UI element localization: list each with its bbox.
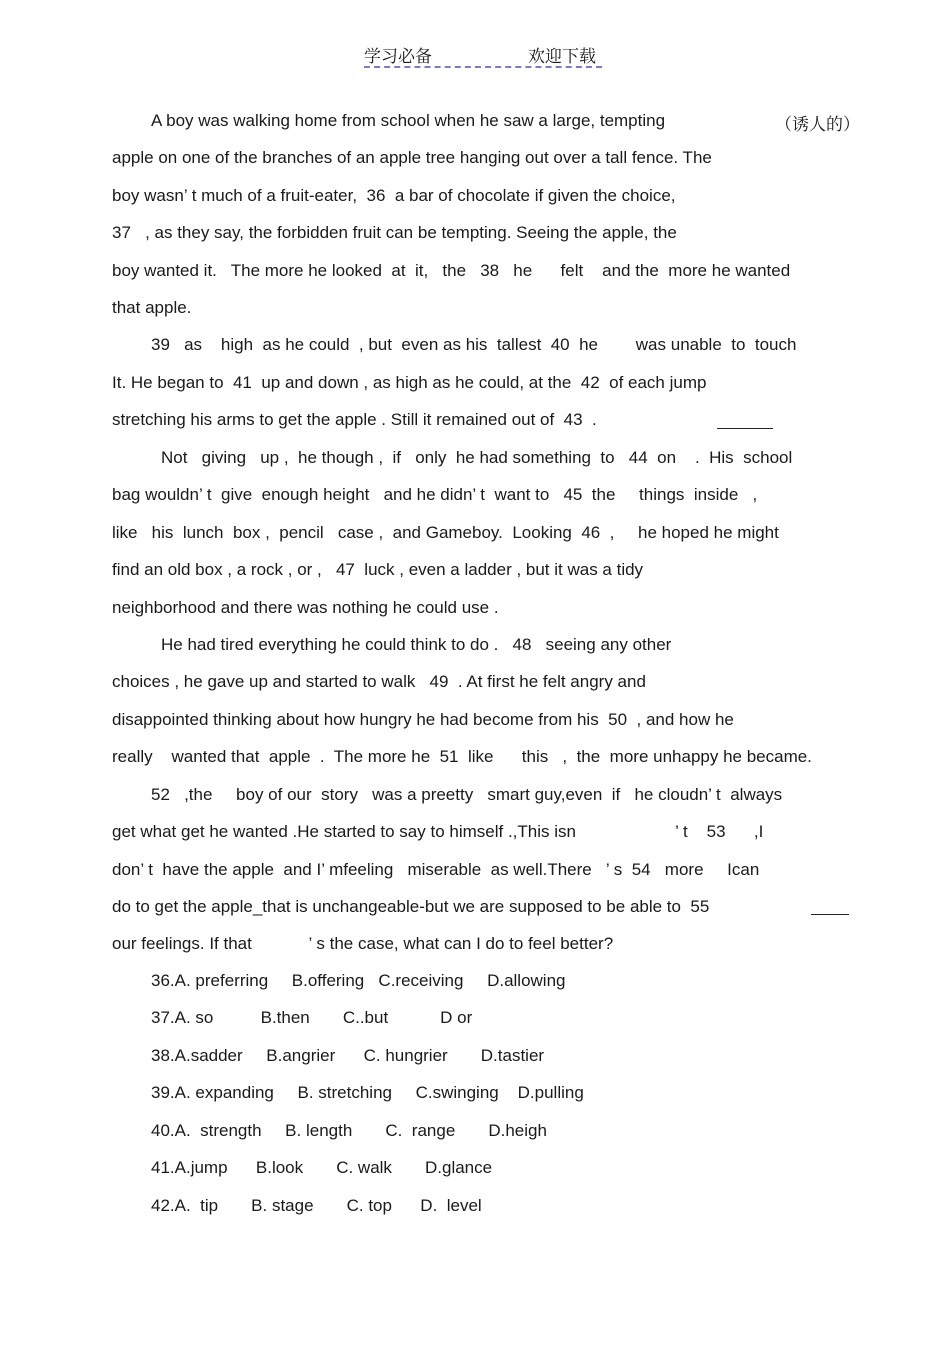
answer-blank bbox=[717, 428, 773, 429]
passage-line: 52 ,the boy of our story was a preetty smart guy,even if he cloudn’ t always bbox=[151, 785, 783, 804]
passage-line: neighborhood and there was nothing he could use . bbox=[112, 598, 499, 617]
option-row-38: 38.A.sadder B.angrier C. hungrier D.tastier bbox=[151, 1046, 545, 1065]
passage-line: A boy was walking home from school when he saw a large, tempting bbox=[151, 111, 666, 130]
passage-line: our feelings. If that ’ s the case, what can I do to feel better? bbox=[112, 934, 614, 953]
option-row-36: 36.A. preferring B.offering C.receiving D.allowing bbox=[151, 971, 566, 990]
passage-line: that apple. bbox=[112, 298, 192, 317]
option-row-40: 40.A. strength B. length C. range D.heigh bbox=[151, 1121, 547, 1140]
option-row-41: 41.A.jump B.look C. walk D.glance bbox=[151, 1158, 493, 1177]
header-right-text: 欢迎下载 bbox=[528, 47, 596, 67]
passage-line: disappointed thinking about how hungry he had become from his 50 , and how he bbox=[112, 710, 734, 729]
passage-line: do to get the apple_that is unchangeable-but we are supposed to be able to 55 bbox=[112, 897, 710, 916]
passage-line: It. He began to 41 up and down , as high as he could, at the 42 of each jump bbox=[112, 373, 707, 392]
answer-blank bbox=[811, 914, 849, 915]
passage-line: 37 , as they say, the forbidden fruit can be tempting. Seeing the apple, the bbox=[112, 223, 677, 242]
passage-line: choices , he gave up and started to walk 49 . At first he felt angry and bbox=[112, 672, 646, 691]
passage-line: He had tired everything he could think to do . 48 seeing any other bbox=[161, 635, 672, 654]
passage-line: boy wanted it. The more he looked at it, the 38 he felt and the more he wanted bbox=[112, 261, 791, 280]
passage-line: get what get he wanted .He started to say to himself .,This isn ’ t 53 ,I bbox=[112, 822, 764, 841]
option-row-37: 37.A. so B.then C..but D or bbox=[151, 1008, 473, 1027]
passage-line: 39 as high as he could , but even as his tallest 40 he was unable to touch bbox=[151, 335, 797, 354]
passage-line: find an old box , a rock , or , 47 luck , even a ladder , but it was a tidy bbox=[112, 560, 644, 579]
option-row-39: 39.A. expanding B. stretching C.swinging D.pulling bbox=[151, 1083, 584, 1102]
page-header bbox=[364, 40, 602, 68]
passage-line: bag wouldn’ t give enough height and he didn’ t want to 45 the things inside , bbox=[112, 485, 758, 504]
passage-line: boy wasn’ t much of a fruit-eater, 36 a bar of chocolate if given the choice, bbox=[112, 186, 676, 205]
passage-line: Not giving up , he though , if only he had something to 44 on . His school bbox=[161, 448, 793, 467]
passage-line: don’ t have the apple and I’ mfeeling miserable as well.There ’ s 54 more Ican bbox=[112, 860, 760, 879]
passage-line: stretching his arms to get the apple . Still it remained out of 43 . bbox=[112, 410, 597, 429]
option-row-42: 42.A. tip B. stage C. top D. level bbox=[151, 1196, 482, 1215]
gloss-note: （诱人的） bbox=[775, 115, 860, 135]
header-left-text: 学习必备 bbox=[364, 47, 432, 67]
passage-line: really wanted that apple . The more he 51 like this , the more unhappy he became. bbox=[112, 747, 812, 766]
passage-line: like his lunch box , pencil case , and Gameboy. Looking 46 , he hoped he might bbox=[112, 523, 779, 542]
passage-line: apple on one of the branches of an apple tree hanging out over a tall fence. The bbox=[112, 148, 712, 167]
